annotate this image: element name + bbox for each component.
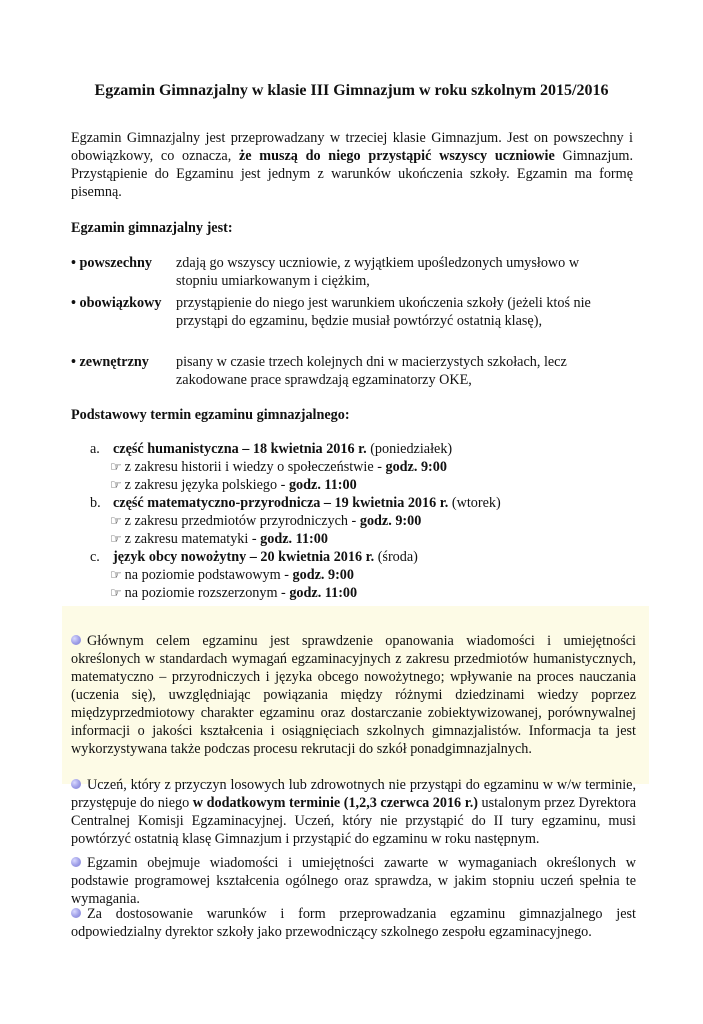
- intro-paragraph: [71, 129, 633, 201]
- feature-desc: pisany w czasie trzech kolejnych dni w macierzystych szkołach, lecz zakodowane prace sprawdzają egzaminatorzy OKE,: [176, 354, 567, 388]
- feature-item: [71, 254, 633, 290]
- schedule-item: [90, 566, 630, 584]
- part-letter: c.: [90, 549, 100, 565]
- director-text: Za dostosowanie warunków i form przeprowadzania egzaminu gimnazjalnego jest odpowiedzialny dyrektor szkoły jako przewodniczący szkolnego zespołu egzaminacyjnego.: [71, 906, 636, 940]
- pointing-hand-icon: ☞: [110, 568, 122, 583]
- feature-term: • zewnętrzny: [71, 354, 149, 370]
- item-text: z zakresu przedmiotów przyrodniczych -: [124, 513, 360, 529]
- schedule-part: [90, 440, 630, 458]
- intro-text-end: Gimnazjum. Przystąpienie do Egzaminu jest jednym z warunków ukończenia szkoły. Egzamin ma formę pisemną.: [71, 148, 634, 200]
- item-text: z zakresu historii i wiedzy o społeczeństwie -: [124, 459, 386, 475]
- part-day: (wtorek): [448, 495, 501, 511]
- item-time: godz. 9:00: [385, 459, 447, 475]
- item-text: z zakresu matematyki -: [124, 531, 261, 547]
- feature-desc: zdają go wszyscy uczniowie, z wyjątkiem upośledzonych umysłowo w stopniu umiarkowanym i ciężkim,: [176, 255, 580, 289]
- schedule-heading: Podstawowy termin egzaminu gimnazjalnego:: [71, 407, 350, 423]
- part-letter: a.: [90, 441, 100, 457]
- schedule-part: [90, 494, 630, 512]
- item-time: godz. 11:00: [289, 585, 358, 601]
- pointing-hand-icon: ☞: [110, 460, 122, 475]
- extra-bold-text: w dodatkowym terminie (1,2,3 czerwca 2016 r.): [192, 795, 478, 811]
- feature-desc: przystąpienie do niego jest warunkiem ukończenia szkoły (jeżeli ktoś nie przystąpi do egzaminu, będzie musiał powtórzyć ostatnią klasę),: [176, 295, 591, 329]
- goal-text: Głównym celem egzaminu jest sprawdzenie opanowania wiadomości i umiejętności określonych w standardach wymagań egzaminacyjnych z zakresu przedmiotów humanistycznych, matematyczno – przyrodniczych i języka obcego nowożytnego; wpływanie na proces nauczania (uczenia się), uwzględniając powiązania między różnymi dziedzinami wiedzy poprzez międzyprzedmiotowy charakter egzaminu oraz dostarczanie zobiektywizowanej, porównywalnej informacji o jakości kształcenia i osiągnięciach szkolnych gimnazjalistów. Informacja ta jest wykorzystywana także podczas procesu rekrutacji do szkół ponadgimnazjalnych.: [71, 633, 636, 757]
- schedule-item: [90, 530, 630, 548]
- part-letter: b.: [90, 495, 101, 511]
- intro-text: Egzamin Gimnazjalny jest przeprowadzany w trzeciej klasie Gimnazjum. Jest on powszechny i obowiązkowy, co oznacza,: [71, 130, 633, 164]
- part-title: część humanistyczna – 18 kwietnia 2016 r.: [113, 441, 367, 457]
- item-time: godz. 9:00: [359, 513, 422, 529]
- feature-item: [71, 353, 633, 389]
- schedule-item: [90, 584, 630, 602]
- page-title: Egzamin Gimnazjalny w klasie III Gimnazjum w roku szkolnym 2015/2016: [94, 82, 609, 99]
- extra-text: Uczeń, który z przyczyn losowych lub zdrowotnych nie przystąpi do egzaminu w w/w terminie, przystępuje do niego: [71, 777, 636, 811]
- part-title: część matematyczno-przyrodnicza – 19 kwietnia 2016 r.: [113, 495, 449, 511]
- pointing-hand-icon: ☞: [110, 478, 122, 493]
- scope-paragraph: [71, 854, 636, 908]
- intro-bold-text: że muszą do niego przystąpić wszyscy uczniowie: [238, 148, 555, 164]
- bullet-icon: [71, 908, 81, 918]
- item-text: na poziomie podstawowym -: [124, 567, 293, 583]
- item-text: z zakresu języka polskiego -: [124, 477, 289, 493]
- goal-paragraph: [71, 632, 636, 758]
- schedule-list: [90, 440, 630, 602]
- item-time: godz. 9:00: [292, 567, 354, 583]
- item-time: godz. 11:00: [288, 477, 357, 493]
- schedule-item: [90, 512, 630, 530]
- pointing-hand-icon: ☞: [110, 514, 122, 529]
- pointing-hand-icon: ☞: [110, 586, 122, 601]
- item-time: godz. 11:00: [260, 531, 328, 547]
- schedule-item: [90, 458, 630, 476]
- extra-term-paragraph: [71, 776, 636, 848]
- pointing-hand-icon: ☞: [110, 532, 122, 547]
- feature-item: [71, 294, 633, 348]
- part-day: (środa): [374, 549, 418, 565]
- bullet-icon: [71, 779, 81, 789]
- director-paragraph: [71, 905, 636, 941]
- extra-text-end: ustalonym przez Dyrektora Centralnej Komisji Egzaminacyjnej. Uczeń, który nie przystąpić do II tury egzaminu, musi powtórzyć ostatnią klasę Gimnazjum i przystąpić do egzaminu w roku następnym.: [71, 795, 636, 847]
- schedule-item: [90, 476, 630, 494]
- feature-term: • powszechny: [71, 255, 153, 271]
- scope-text: Egzamin obejmuje wiadomości i umiejętności zawarte w wymaganiach określonych w podstawie programowej kształcenia ogólnego oraz sprawdza, w jakim stopniu uczeń spełnia te wymagania.: [71, 855, 636, 907]
- bullet-icon: [71, 857, 81, 867]
- feature-term: • obowiązkowy: [71, 295, 162, 311]
- part-day: (poniedziałek): [366, 441, 453, 457]
- part-title: język obcy nowożytny – 20 kwietnia 2016 r.: [113, 549, 375, 565]
- features-heading: Egzamin gimnazjalny jest:: [71, 220, 233, 236]
- bullet-icon: [71, 635, 81, 645]
- schedule-part: [90, 548, 630, 566]
- item-text: na poziomie rozszerzonym -: [124, 585, 290, 601]
